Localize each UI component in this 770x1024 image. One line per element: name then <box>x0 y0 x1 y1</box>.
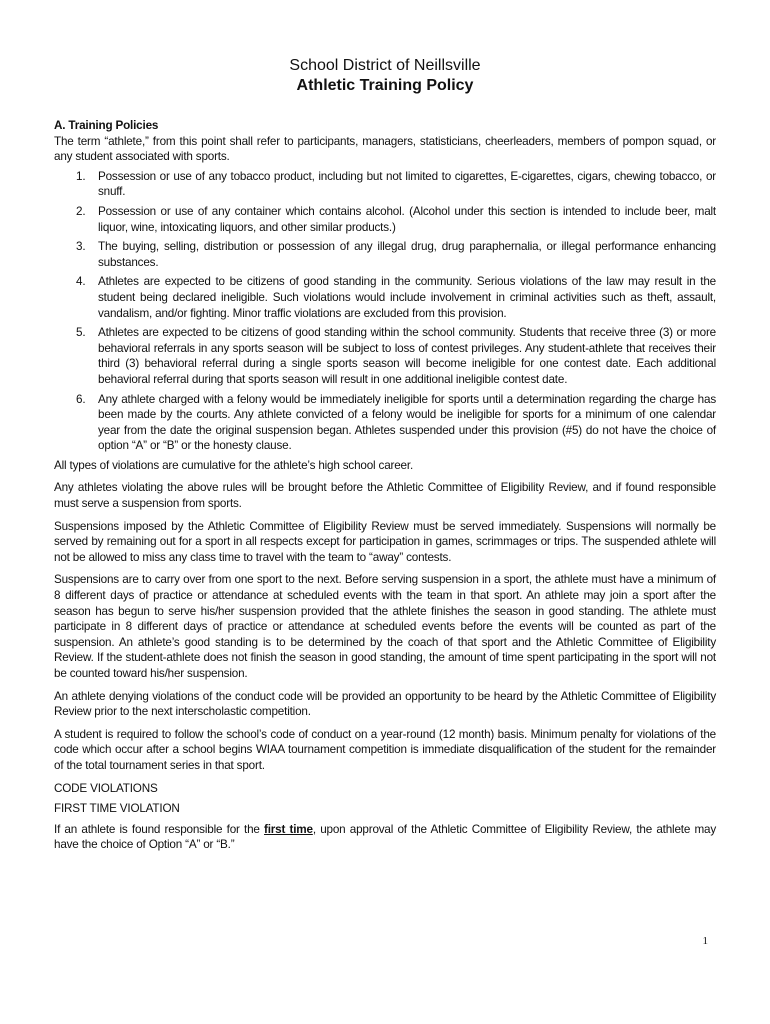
policy-list <box>54 169 716 454</box>
policy-item <box>54 392 716 454</box>
document-title: School District of Neillsville <box>289 57 481 74</box>
policy-item-text: Possession or use of any container which contains alcohol. (Alcohol under this section is intended to include beer, malt liquor, wine, intoxicating liquors, and other similar products.) <box>98 204 716 234</box>
section-a-heading: A. Training Policies <box>54 119 159 132</box>
policy-item-number: 4. <box>76 275 86 289</box>
policy-item-number: 3. <box>76 240 86 254</box>
policy-item-text: Athletes are expected to be citizens of good standing within the school community. Students that receive three (3) or more behavioral referrals in any sports season will be subject to loss of contest privileges. Any student-athlete that receives their third (3) behavioral referral during a single sports season will become ineligible for one contest date. Each additional behavioral referral during that sports season will result in one additional ineligible contest date. <box>98 326 716 386</box>
code-violations-heading: CODE VIOLATIONS <box>54 781 158 795</box>
policy-item-number: 6. <box>76 392 86 406</box>
policy-item-number: 5. <box>76 326 86 340</box>
first-violation-paragraph <box>54 822 716 853</box>
policy-item <box>54 204 716 235</box>
paragraph-denial: An athlete denying violations of the conduct code will be provided an opportunity to be heard by the Athletic Committee of Eligibility Review prior to the next interscholastic competition. <box>54 689 716 719</box>
first-violation-heading: FIRST TIME VIOLATION <box>54 802 180 816</box>
paragraph-suspension-served: Suspensions imposed by the Athletic Committee of Eligibility Review must be served immediately. Suspensions will normally be served by remaining out for a sport in all respects except for participation in games, scrimmages or trips. The suspended athlete will not be allowed to miss any class time to travel with the team to “away” contests. <box>54 519 716 564</box>
paragraph-year-round: A student is required to follow the school’s code of conduct on a year-round (12 month) basis. Minimum penalty for violations of the code which occur after a school begins WIAA tournament competition is immediate disqualification of the student for the remainder of the total tournament series in that sport. <box>54 727 716 772</box>
policy-item <box>54 325 716 387</box>
first-violation-text-before: If an athlete is found responsible for the <box>54 822 265 836</box>
policy-item-number: 1. <box>76 169 86 183</box>
document-subtitle: Athletic Training Policy <box>296 77 474 94</box>
policy-item-text: Any athlete charged with a felony would be immediately ineligible for sports until a determination regarding the charge has been made by the courts. Any athlete convicted of a felony would be ineligible for sports for a minimum of one calendar year from the date the original suspension began. Athletes suspended under this provision (#5) do not have the choice of option “A” or “B” or the honesty clause. <box>98 392 716 453</box>
policy-item <box>54 274 716 321</box>
first-time-emphasis: first time <box>264 822 313 836</box>
paragraph-cumulative: All types of violations are cumulative for the athlete’s high school career. <box>54 458 414 472</box>
policy-item <box>54 169 716 200</box>
title-block <box>0 56 770 96</box>
section-a-intro: The term “athlete,” from this point shall refer to participants, managers, statisticians, cheerleaders, members of pompon squad, or any student associated with sports. <box>54 134 716 164</box>
policy-item-number: 2. <box>76 204 86 218</box>
paragraph-committee: Any athletes violating the above rules will be brought before the Athletic Committee of Eligibility Review, and if found responsible must serve a suspension from sports. <box>54 481 716 511</box>
document-body <box>54 118 716 860</box>
policy-item-text: Athletes are expected to be citizens of good standing in the community. Serious violations of the law may result in the student being declared ineligible. Such violations would include involvement in criminal activities such as theft, assault, vandalism, and/or fighting. Minor traffic violations are excluded from this provision. <box>98 275 716 320</box>
policy-item-text: The buying, selling, distribution or possession of any illegal drug, drug paraphernalia, or illegal performance enhancing substances. <box>98 240 716 269</box>
page-number: 1 <box>702 935 708 947</box>
policy-item <box>54 239 716 270</box>
paragraph-suspension-carryover: Suspensions are to carry over from one sport to the next. Before serving suspension in a sport, the athlete must have a minimum of 8 different days of practice or attendance at scheduled events with the team in that sport. An athlete may join a sport after the season has begun to serve his/her suspension provided that the athlete finishes the season in good standing. The athlete must participate in 8 different days of practice or attendance at scheduled events before the events will be counted as part of the suspension. An athlete’s good standing is to be determined by the coach of that sport and the Athletic Committee of Eligibility Review. If the student-athlete does not finish the season in good standing, the amount of time spent participating in the sport will not be counted toward his/her suspension. <box>54 573 716 680</box>
policy-item-text: Possession or use of any tobacco product, including but not limited to cigarettes, E-cigarettes, cigars, chewing tobacco, or snuff. <box>98 169 716 199</box>
first-violation-text-after: , upon approval of the Athletic Committee of Eligibility Review, the athlete may have the choice of Option “A” or “B.” <box>54 822 716 852</box>
